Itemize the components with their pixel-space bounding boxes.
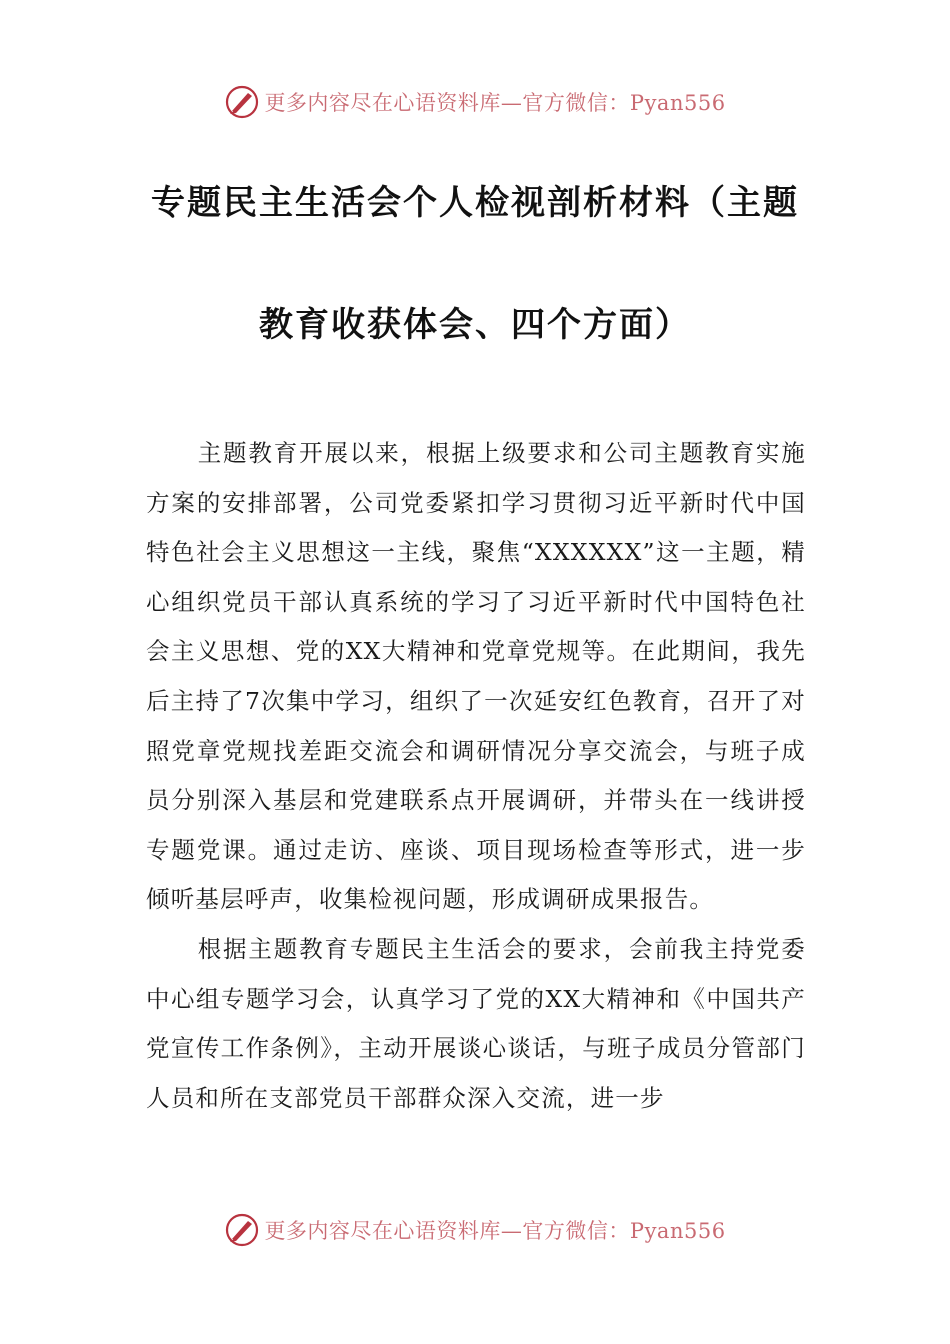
paragraph-1: 主题教育开展以来，根据上级要求和公司主题教育实施方案的安排部署，公司党委紧扣学习贯彻习近平新时代中国特色社会主义思想这一主线，聚焦“XXXXXX”这一主题，精心组织党员干部认真系统的学习了习近平新时代中国特色社会主义思想、党的XX大精神和党章党规等。在此期间，我先后主持了7次集中学习，组织了一次延安红色教育，召开了对照党章党规找差距交流会和调研情况分享交流会，与班子成员分别深入基层和党建联系点开展调研，并带头在一线讲授专题党课。通过走访、座谈、项目现场检查等形式，进一步倾听基层呼声，收集检视问题，形成调研成果报告。 xyxy=(146,439,806,914)
pen-seal-icon xyxy=(224,84,260,120)
watermark-text: 更多内容尽在心语资料库—官方微信：Pyan556 xyxy=(264,1219,726,1243)
paragraph-2: 根据主题教育专题民主生活会的要求，会前我主持党委中心组专题学习会，认真学习了党的XX大精神和《中国共产党宣传工作条例》，主动开展谈心谈话，与班子成员分管部门人员和所在支部党员干部群众深入交流，进一步 xyxy=(146,934,806,1112)
footer-watermark xyxy=(0,1210,950,1250)
watermark-text: 更多内容尽在心语资料库—官方微信：Pyan556 xyxy=(264,91,726,115)
document-title-line-1: 专题民主生活会个人检视剖析材料（主题 xyxy=(151,183,799,223)
document-body xyxy=(146,429,806,1123)
document-title-line-2: 教育收获体会、四个方面） xyxy=(259,305,691,345)
header-watermark xyxy=(0,82,950,122)
pen-seal-icon xyxy=(224,1212,260,1248)
